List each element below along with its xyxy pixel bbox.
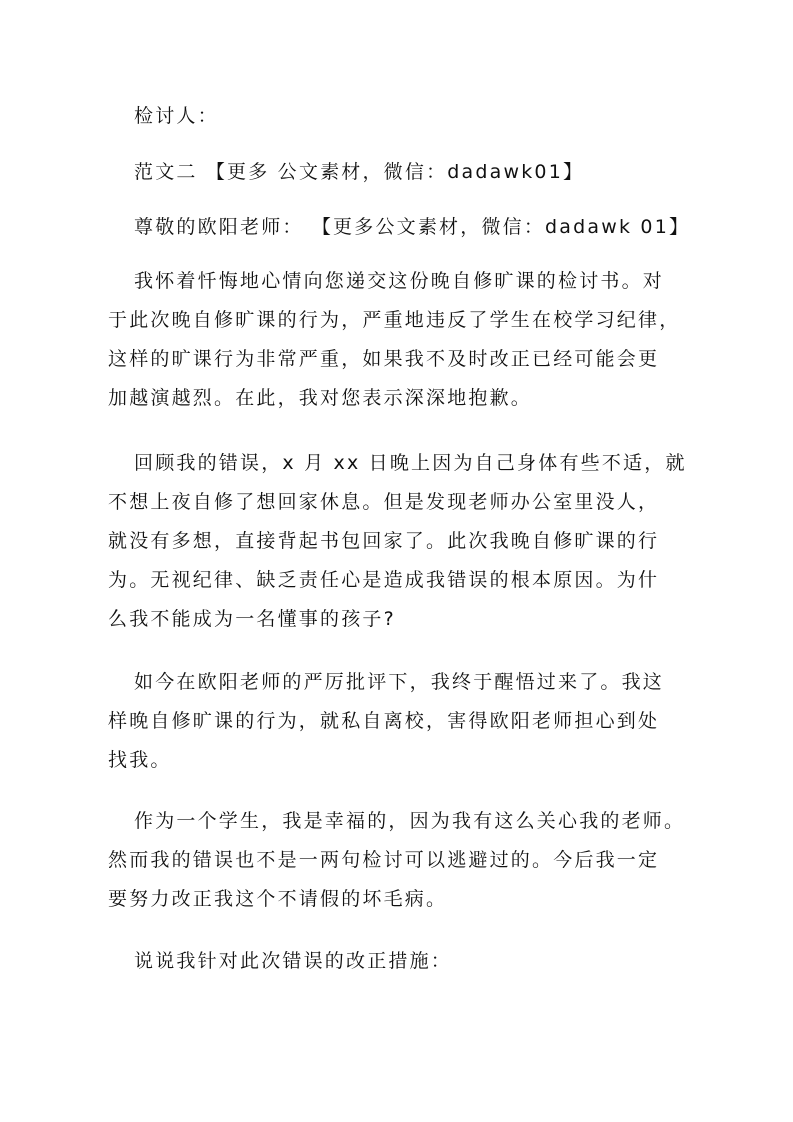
paragraph-line: 回顾我的错误，x 月 xx 日晚上因为自己身体有些不适，就	[134, 452, 687, 474]
paragraph-line: 然而我的错误也不是一两句检讨可以逃避过的。今后我一定	[108, 849, 660, 871]
paragraph	[108, 942, 688, 981]
salutation: 尊敬的欧阳老师： 【更多公文素材，微信：dadawk 01】	[134, 216, 691, 238]
paragraph-line: 作为一个学生，我是幸福的，因为我有这么关心我的老师。	[134, 810, 686, 832]
paragraph-line: 找我。	[108, 749, 172, 771]
paragraph	[108, 663, 688, 780]
paragraph-line: 这样的旷课行为非常严重，如果我不及时改正已经可能会更	[108, 348, 660, 370]
paragraph-line: 就没有多想，直接背起书包回家了。此次我晚自修旷课的行	[108, 530, 660, 552]
paragraph	[108, 802, 688, 919]
paragraph-line: 要努力改正我这个不请假的坏毛病。	[108, 888, 448, 910]
paragraph-line: 不想上夜自修了想回家休息。但是发现老师办公室里没人，	[108, 491, 660, 513]
paragraph-line: 说说我针对此次错误的改正措施：	[134, 950, 453, 972]
sample-heading: 范文二 【更多 公文素材，微信：dadawk01】	[134, 161, 585, 183]
paragraph	[108, 262, 688, 418]
paragraph-line: 样晚自修旷课的行为，就私自离校，害得欧阳老师担心到处	[108, 710, 660, 732]
paragraph	[108, 444, 688, 639]
paragraph-line: 我怀着忏悔地心情向您递交这份晚自修旷课的检讨书。对	[134, 270, 665, 292]
paragraph-line: 为。无视纪律、缺乏责任心是造成我错误的根本原因。为什	[108, 569, 660, 591]
signer-label: 检讨人：	[134, 105, 219, 127]
paragraph-line: 加越演越烈。在此，我对您表示深深地抱歉。	[108, 387, 533, 409]
paragraph-line: 如今在欧阳老师的严厉批评下，我终于醒悟过来了。我这	[134, 671, 665, 693]
paragraph-line: 于此次晚自修旷课的行为，严重地违反了学生在校学习纪律，	[108, 309, 681, 331]
paragraph-line: 么我不能成为一名懂事的孩子?	[108, 608, 396, 630]
